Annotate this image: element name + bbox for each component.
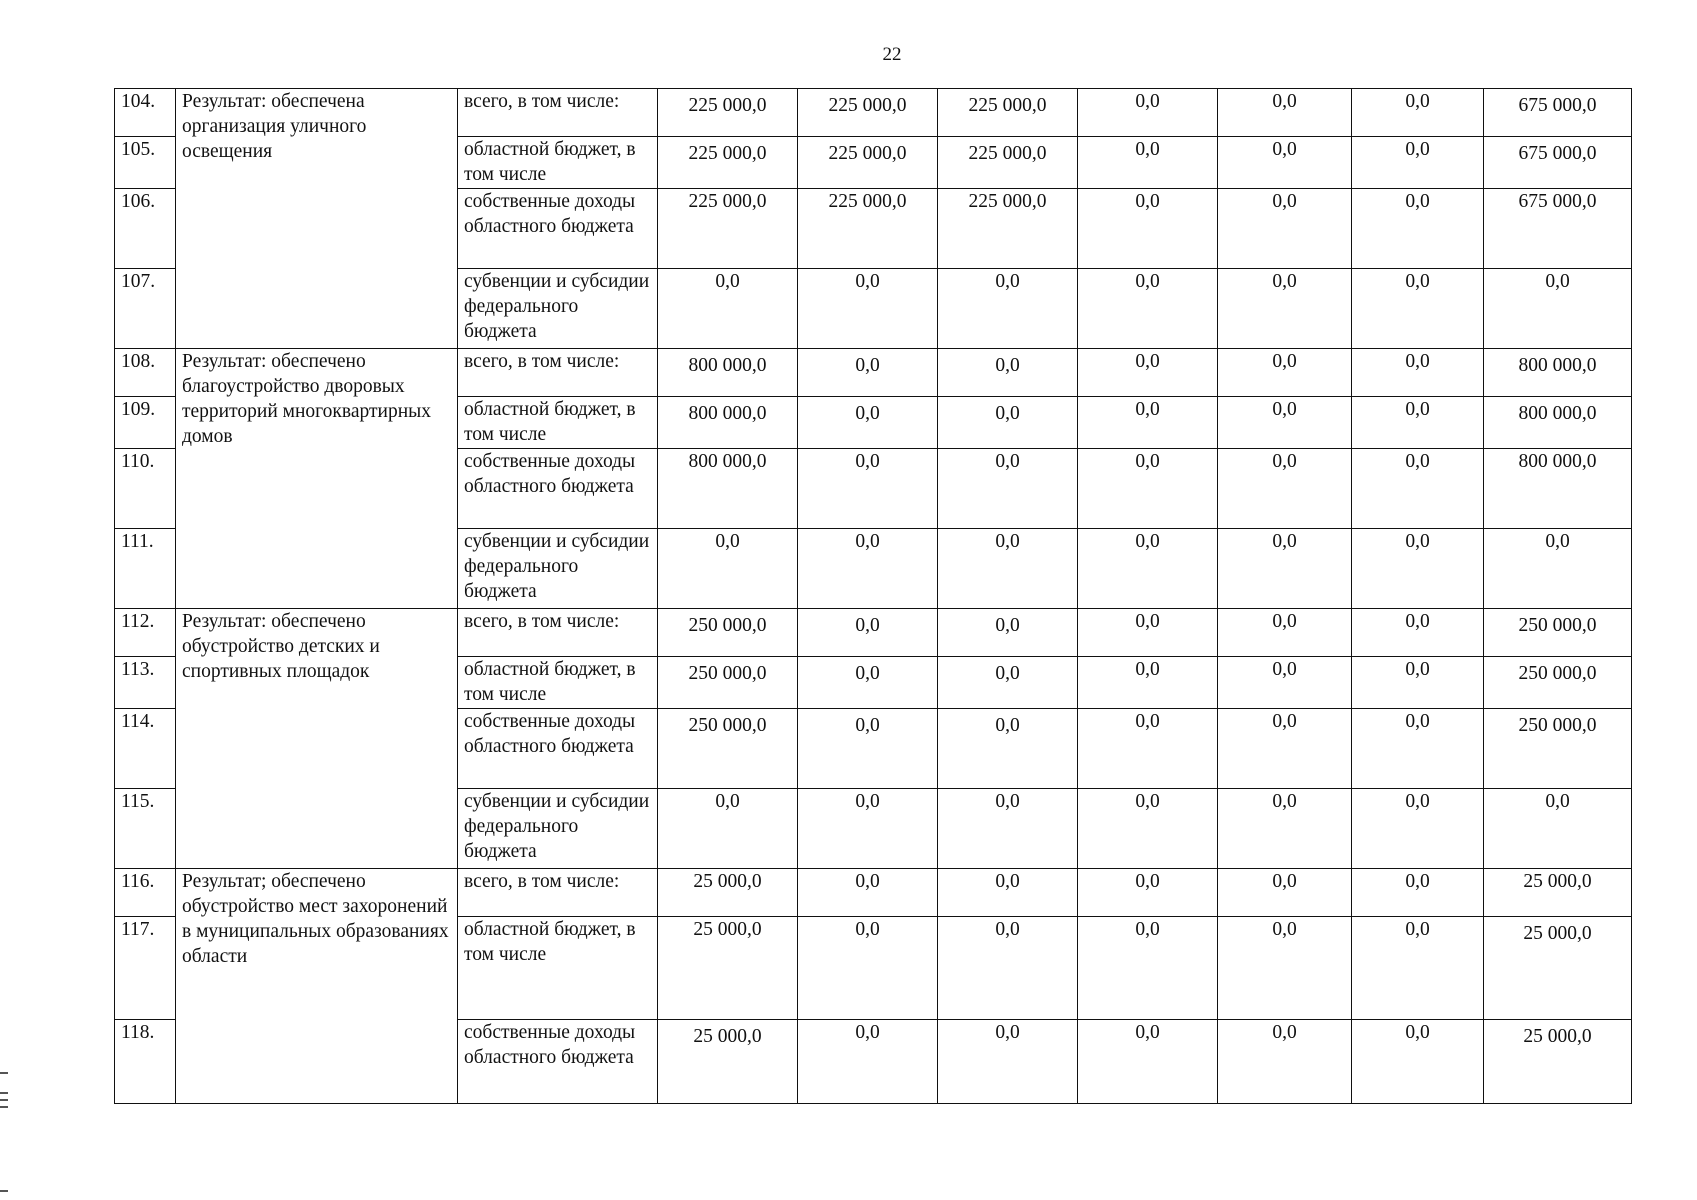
total-value-cell: 25 000,0 bbox=[1484, 869, 1632, 917]
year-value-cell: 0,0 bbox=[798, 917, 938, 1020]
year-value-cell: 0,0 bbox=[798, 709, 938, 789]
year-value-cell: 0,0 bbox=[1218, 529, 1352, 609]
row-number: 105. bbox=[115, 137, 176, 189]
year-value-cell: 0,0 bbox=[1352, 269, 1484, 349]
year-value-cell: 0,0 bbox=[1078, 269, 1218, 349]
row-number: 104. bbox=[115, 89, 176, 137]
row-number: 108. bbox=[115, 349, 176, 397]
year-value-cell: 225 000,0 bbox=[938, 137, 1078, 189]
total-value-cell: 250 000,0 bbox=[1484, 657, 1632, 709]
table-row bbox=[115, 89, 1632, 137]
row-number: 114. bbox=[115, 709, 176, 789]
year-value-cell: 0,0 bbox=[658, 529, 798, 609]
year-value-cell: 0,0 bbox=[938, 349, 1078, 397]
result-description: Результат; обеспечено обустройство мест захоронений в муниципальных образованиях области bbox=[176, 869, 458, 1104]
total-value-cell: 0,0 bbox=[1484, 529, 1632, 609]
year-value-cell: 225 000,0 bbox=[938, 89, 1078, 137]
year-value-cell: 0,0 bbox=[1078, 709, 1218, 789]
year-value-cell: 0,0 bbox=[938, 657, 1078, 709]
year-value-cell: 0,0 bbox=[658, 269, 798, 349]
row-number: 115. bbox=[115, 789, 176, 869]
table-row bbox=[115, 609, 1632, 657]
row-number: 107. bbox=[115, 269, 176, 349]
year-value-cell: 25 000,0 bbox=[658, 1020, 798, 1104]
total-value-cell: 0,0 bbox=[1484, 789, 1632, 869]
year-value-cell: 0,0 bbox=[1078, 189, 1218, 269]
funding-source: областной бюджет, в том числе bbox=[458, 917, 658, 1020]
year-value-cell: 0,0 bbox=[1078, 1020, 1218, 1104]
year-value-cell: 0,0 bbox=[938, 917, 1078, 1020]
result-description: Результат: обеспечена организация уличного освещения bbox=[176, 89, 458, 349]
row-number: 112. bbox=[115, 609, 176, 657]
margin-mark bbox=[0, 1092, 8, 1094]
year-value-cell: 0,0 bbox=[798, 349, 938, 397]
funding-source: собственные доходы областного бюджета bbox=[458, 449, 658, 529]
year-value-cell: 225 000,0 bbox=[658, 137, 798, 189]
page-number: 22 bbox=[882, 44, 902, 65]
year-value-cell: 0,0 bbox=[1078, 137, 1218, 189]
total-value-cell: 800 000,0 bbox=[1484, 397, 1632, 449]
year-value-cell: 0,0 bbox=[938, 529, 1078, 609]
year-value-cell: 0,0 bbox=[938, 789, 1078, 869]
result-description: Результат: обеспечено обустройство детских и спортивных площадок bbox=[176, 609, 458, 869]
year-value-cell: 225 000,0 bbox=[798, 89, 938, 137]
funding-source: собственные доходы областного бюджета bbox=[458, 1020, 658, 1104]
year-value-cell: 0,0 bbox=[938, 269, 1078, 349]
result-description: Результат: обеспечено благоустройство дворовых территорий многоквартирных домов bbox=[176, 349, 458, 609]
year-value-cell: 0,0 bbox=[658, 789, 798, 869]
total-value-cell: 800 000,0 bbox=[1484, 449, 1632, 529]
year-value-cell: 250 000,0 bbox=[658, 609, 798, 657]
year-value-cell: 250 000,0 bbox=[658, 657, 798, 709]
margin-mark bbox=[0, 1099, 8, 1101]
year-value-cell: 0,0 bbox=[1352, 609, 1484, 657]
year-value-cell: 0,0 bbox=[1218, 657, 1352, 709]
budget-table bbox=[114, 88, 1632, 1104]
funding-source: областной бюджет, в том числе bbox=[458, 137, 658, 189]
funding-source: всего, в том числе: bbox=[458, 869, 658, 917]
funding-source: субвенции и субсидии федерального бюджета bbox=[458, 269, 658, 349]
total-value-cell: 800 000,0 bbox=[1484, 349, 1632, 397]
year-value-cell: 0,0 bbox=[1078, 609, 1218, 657]
funding-source: собственные доходы областного бюджета bbox=[458, 709, 658, 789]
margin-mark bbox=[0, 1106, 8, 1108]
row-number: 110. bbox=[115, 449, 176, 529]
year-value-cell: 25 000,0 bbox=[658, 869, 798, 917]
year-value-cell: 0,0 bbox=[798, 789, 938, 869]
year-value-cell: 0,0 bbox=[938, 869, 1078, 917]
year-value-cell: 225 000,0 bbox=[798, 137, 938, 189]
year-value-cell: 0,0 bbox=[1078, 917, 1218, 1020]
row-number: 118. bbox=[115, 1020, 176, 1104]
year-value-cell: 0,0 bbox=[938, 1020, 1078, 1104]
year-value-cell: 0,0 bbox=[1352, 869, 1484, 917]
year-value-cell: 225 000,0 bbox=[938, 189, 1078, 269]
year-value-cell: 0,0 bbox=[798, 657, 938, 709]
year-value-cell: 0,0 bbox=[1218, 449, 1352, 529]
year-value-cell: 800 000,0 bbox=[658, 397, 798, 449]
funding-source: всего, в том числе: bbox=[458, 89, 658, 137]
table-row bbox=[115, 349, 1632, 397]
year-value-cell: 0,0 bbox=[1352, 709, 1484, 789]
year-value-cell: 0,0 bbox=[1352, 449, 1484, 529]
year-value-cell: 225 000,0 bbox=[658, 89, 798, 137]
year-value-cell: 0,0 bbox=[1352, 349, 1484, 397]
year-value-cell: 0,0 bbox=[938, 609, 1078, 657]
year-value-cell: 0,0 bbox=[1218, 789, 1352, 869]
total-value-cell: 25 000,0 bbox=[1484, 1020, 1632, 1104]
year-value-cell: 0,0 bbox=[1078, 869, 1218, 917]
table-row bbox=[115, 869, 1632, 917]
margin-mark bbox=[0, 1072, 8, 1074]
total-value-cell: 25 000,0 bbox=[1484, 917, 1632, 1020]
year-value-cell: 0,0 bbox=[1078, 657, 1218, 709]
year-value-cell: 0,0 bbox=[1352, 789, 1484, 869]
year-value-cell: 0,0 bbox=[1352, 657, 1484, 709]
year-value-cell: 0,0 bbox=[798, 1020, 938, 1104]
margin-mark bbox=[0, 1190, 8, 1192]
year-value-cell: 0,0 bbox=[1218, 137, 1352, 189]
year-value-cell: 0,0 bbox=[1352, 1020, 1484, 1104]
year-value-cell: 0,0 bbox=[1218, 349, 1352, 397]
year-value-cell: 0,0 bbox=[1218, 709, 1352, 789]
funding-source: областной бюджет, в том числе bbox=[458, 657, 658, 709]
year-value-cell: 0,0 bbox=[938, 397, 1078, 449]
year-value-cell: 0,0 bbox=[1078, 89, 1218, 137]
funding-source: собственные доходы областного бюджета bbox=[458, 189, 658, 269]
year-value-cell: 0,0 bbox=[798, 449, 938, 529]
year-value-cell: 0,0 bbox=[1352, 189, 1484, 269]
year-value-cell: 0,0 bbox=[1218, 917, 1352, 1020]
row-number: 117. bbox=[115, 917, 176, 1020]
total-value-cell: 675 000,0 bbox=[1484, 189, 1632, 269]
funding-source: всего, в том числе: bbox=[458, 349, 658, 397]
year-value-cell: 0,0 bbox=[798, 609, 938, 657]
funding-source: субвенции и субсидии федерального бюджета bbox=[458, 529, 658, 609]
year-value-cell: 0,0 bbox=[1352, 397, 1484, 449]
funding-source: всего, в том числе: bbox=[458, 609, 658, 657]
year-value-cell: 0,0 bbox=[1352, 89, 1484, 137]
year-value-cell: 225 000,0 bbox=[798, 189, 938, 269]
year-value-cell: 0,0 bbox=[1078, 397, 1218, 449]
year-value-cell: 0,0 bbox=[1078, 529, 1218, 609]
year-value-cell: 0,0 bbox=[798, 869, 938, 917]
year-value-cell: 0,0 bbox=[1218, 269, 1352, 349]
row-number: 106. bbox=[115, 189, 176, 269]
row-number: 116. bbox=[115, 869, 176, 917]
year-value-cell: 0,0 bbox=[1218, 1020, 1352, 1104]
year-value-cell: 250 000,0 bbox=[658, 709, 798, 789]
year-value-cell: 0,0 bbox=[798, 269, 938, 349]
total-value-cell: 0,0 bbox=[1484, 269, 1632, 349]
year-value-cell: 0,0 bbox=[1218, 397, 1352, 449]
year-value-cell: 0,0 bbox=[798, 529, 938, 609]
row-number: 109. bbox=[115, 397, 176, 449]
total-value-cell: 675 000,0 bbox=[1484, 137, 1632, 189]
total-value-cell: 250 000,0 bbox=[1484, 709, 1632, 789]
row-number: 111. bbox=[115, 529, 176, 609]
total-value-cell: 675 000,0 bbox=[1484, 89, 1632, 137]
year-value-cell: 0,0 bbox=[1218, 869, 1352, 917]
year-value-cell: 225 000,0 bbox=[658, 189, 798, 269]
year-value-cell: 25 000,0 bbox=[658, 917, 798, 1020]
year-value-cell: 800 000,0 bbox=[658, 349, 798, 397]
year-value-cell: 0,0 bbox=[1352, 529, 1484, 609]
row-number: 113. bbox=[115, 657, 176, 709]
year-value-cell: 0,0 bbox=[938, 449, 1078, 529]
funding-source: субвенции и субсидии федерального бюджета bbox=[458, 789, 658, 869]
year-value-cell: 800 000,0 bbox=[658, 449, 798, 529]
year-value-cell: 0,0 bbox=[938, 709, 1078, 789]
year-value-cell: 0,0 bbox=[1078, 449, 1218, 529]
year-value-cell: 0,0 bbox=[1078, 789, 1218, 869]
year-value-cell: 0,0 bbox=[1218, 89, 1352, 137]
year-value-cell: 0,0 bbox=[1352, 917, 1484, 1020]
year-value-cell: 0,0 bbox=[1218, 189, 1352, 269]
year-value-cell: 0,0 bbox=[1078, 349, 1218, 397]
year-value-cell: 0,0 bbox=[798, 397, 938, 449]
total-value-cell: 250 000,0 bbox=[1484, 609, 1632, 657]
year-value-cell: 0,0 bbox=[1218, 609, 1352, 657]
funding-source: областной бюджет, в том числе bbox=[458, 397, 658, 449]
year-value-cell: 0,0 bbox=[1352, 137, 1484, 189]
